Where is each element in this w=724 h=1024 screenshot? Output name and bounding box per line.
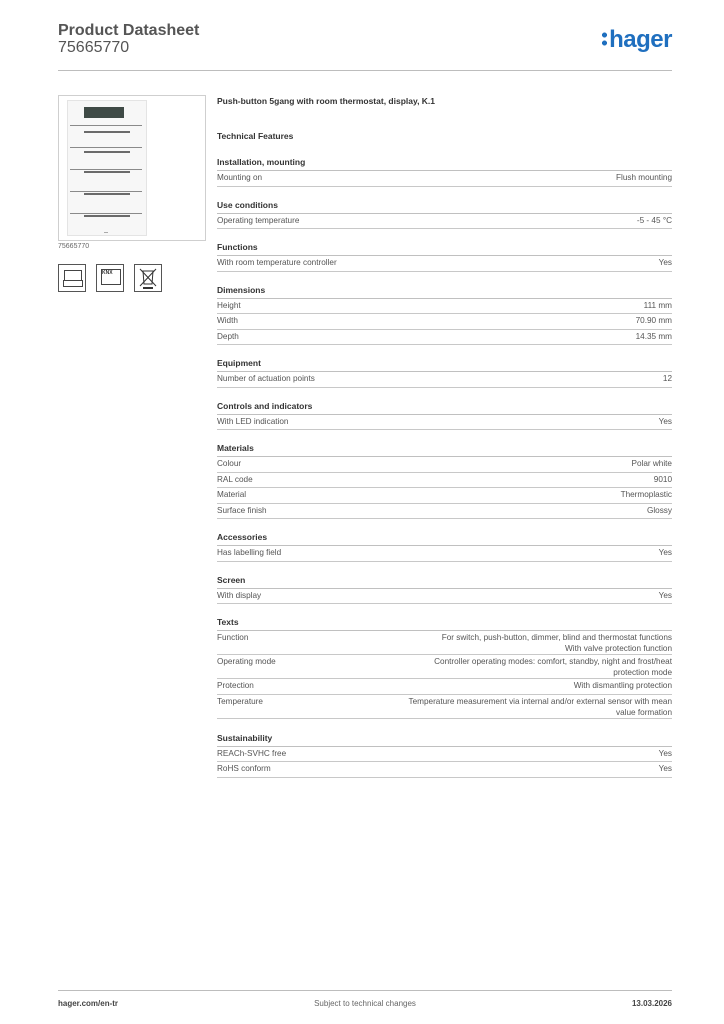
feature-row (217, 256, 672, 272)
feature-value-line: Thermoplastic (620, 490, 672, 499)
feature-row (217, 589, 672, 605)
feature-value-line: Yes (658, 416, 672, 426)
feature-value (357, 331, 672, 345)
section-title: Accessories (217, 532, 672, 546)
logo-dots-icon (602, 32, 607, 46)
feature-row (217, 171, 672, 187)
feature-section (217, 200, 672, 230)
feature-row (217, 695, 672, 719)
feature-value (357, 474, 672, 488)
feature-row (217, 372, 672, 388)
feature-label: Width (217, 316, 238, 325)
feature-label: Mounting on (217, 173, 263, 182)
feature-row (217, 655, 672, 679)
feature-value-line: For switch, push-button, dimmer, blind and thermostat functions (441, 633, 672, 642)
rocker-divider (70, 147, 142, 148)
section-title: Installation, mounting (217, 157, 672, 171)
weee-bin-icon (134, 264, 162, 292)
technical-content (217, 95, 672, 778)
feature-row (217, 747, 672, 763)
device-illustration (67, 100, 147, 236)
feature-value-line: Temperature measurement via internal and/or external sensor with mean (408, 696, 672, 706)
feature-row (217, 314, 672, 330)
section-title: Equipment (217, 358, 672, 372)
product-name: Push-button 5gang with room thermostat, display, K.1 (217, 96, 436, 106)
rocker-edge (84, 151, 130, 153)
section-title: Use conditions (217, 200, 672, 214)
feature-value-line: Yes (658, 748, 672, 758)
feature-label: With LED indication (217, 416, 289, 426)
rocker-edge (84, 193, 130, 195)
feature-row (217, 457, 672, 473)
feature-value (357, 696, 672, 718)
feature-label: Protection (217, 681, 254, 690)
feature-value (357, 489, 672, 503)
feature-value-line: 14.35 mm (635, 331, 672, 341)
feature-row (217, 679, 672, 695)
feature-section (217, 617, 672, 719)
bottom-pin (104, 232, 108, 233)
rocker-edge (84, 171, 130, 173)
feature-value-line: 111 mm (643, 300, 672, 310)
section-title: Controls and indicators (217, 401, 672, 415)
rocker-edge (84, 215, 130, 217)
feature-label: Number of actuation points (217, 374, 315, 383)
feature-value-line: Polar white (631, 459, 672, 468)
feature-value (357, 300, 672, 314)
hager-logo[interactable] (602, 26, 672, 54)
rocker-edge (84, 131, 130, 133)
feature-value (357, 315, 672, 329)
feature-value-line: Controller operating modes: comfort, standby, night and frost/heat (434, 657, 672, 666)
rocker-divider (70, 125, 142, 126)
feature-value (357, 763, 672, 777)
footer-date: 13.03.2026 (631, 999, 672, 1008)
feature-section (217, 285, 672, 346)
feature-label: Material (217, 490, 247, 499)
feature-label: Depth (217, 331, 239, 341)
feature-section (217, 242, 672, 272)
feature-value-line: Flush mounting (616, 173, 672, 182)
feature-row (217, 330, 672, 346)
feature-value (357, 590, 672, 604)
knx-ip-icon (58, 264, 86, 292)
feature-row (217, 762, 672, 778)
section-title: Materials (217, 443, 672, 457)
feature-label: With room temperature controller (217, 258, 337, 267)
feature-value (357, 172, 672, 186)
sustainability-rows (217, 747, 672, 778)
feature-section (217, 401, 672, 431)
feature-row (217, 546, 672, 562)
feature-value (357, 656, 672, 678)
icon-tag (63, 280, 83, 287)
feature-row (217, 504, 672, 520)
knx-label-text: KNX (102, 270, 113, 276)
page-footer (58, 990, 672, 1011)
feature-label: RAL code (217, 474, 253, 484)
feature-value-line: Yes (658, 548, 672, 557)
feature-value-line: With valve protection function (565, 644, 672, 653)
section-title: Functions (217, 242, 672, 256)
feature-value-line: 9010 (653, 474, 672, 484)
feature-value-line: Yes (658, 764, 672, 773)
feature-value (357, 748, 672, 762)
feature-label: RoHS conform (217, 764, 271, 773)
feature-row (217, 488, 672, 504)
rocker-divider (70, 213, 142, 214)
feature-label: REACh-SVHC free (217, 748, 287, 758)
feature-value-line: -5 - 45 °C (636, 215, 672, 225)
footer-notice: Subject to technical changes (314, 999, 416, 1008)
feature-label: Colour (217, 459, 242, 468)
feature-label: Function (217, 633, 249, 642)
document-title: Product Datasheet (58, 22, 200, 39)
feature-sections (217, 157, 672, 719)
feature-row (217, 415, 672, 431)
feature-section (217, 575, 672, 605)
product-number: 75665770 (58, 39, 130, 56)
feature-value-line: Yes (658, 258, 672, 267)
rocker-divider (70, 169, 142, 170)
rocker-divider (70, 191, 142, 192)
feature-value-line: value formation (616, 707, 672, 717)
feature-row (217, 631, 672, 655)
feature-row (217, 473, 672, 489)
feature-section (217, 157, 672, 187)
section-title: Sustainability (217, 733, 672, 747)
technical-features-title: Technical Features (217, 131, 294, 141)
knx-label-icon (96, 264, 124, 292)
feature-row (217, 214, 672, 230)
feature-value (357, 215, 672, 229)
feature-value-line: Yes (658, 590, 672, 600)
page-header (58, 20, 672, 71)
feature-value (357, 257, 672, 271)
feature-value (357, 505, 672, 519)
feature-label: Temperature (217, 696, 263, 706)
section-title: Texts (217, 617, 672, 631)
image-caption: 75665770 (58, 243, 90, 250)
feature-label: Has labelling field (217, 548, 282, 557)
feature-label: Operating mode (217, 657, 276, 666)
section-title: Screen (217, 575, 672, 589)
product-image (58, 95, 206, 241)
feature-label: Surface finish (217, 505, 267, 515)
feature-value (357, 373, 672, 387)
feature-label: With display (217, 590, 262, 600)
feature-value-line: 12 (662, 374, 672, 383)
feature-value (357, 458, 672, 472)
feature-value-line: With dismantling protection (573, 681, 672, 690)
feature-value-line: Glossy (646, 505, 672, 515)
feature-value (357, 632, 672, 654)
feature-section (217, 443, 672, 519)
feature-section (217, 532, 672, 562)
feature-label: Operating temperature (217, 215, 300, 225)
section-title: Dimensions (217, 285, 672, 299)
feature-label: Height (217, 300, 241, 310)
feature-section (217, 358, 672, 388)
footer-website-link[interactable]: hager.com/en-tr (58, 999, 119, 1008)
display-screen (84, 107, 124, 118)
feature-value-line: protection mode (613, 668, 672, 677)
feature-value (357, 547, 672, 561)
logo-text: hager (609, 26, 672, 53)
feature-row (217, 299, 672, 315)
feature-value (357, 416, 672, 430)
feature-value-line: 70.90 mm (635, 316, 672, 325)
feature-value (357, 680, 672, 694)
sustainability-section (217, 733, 672, 778)
